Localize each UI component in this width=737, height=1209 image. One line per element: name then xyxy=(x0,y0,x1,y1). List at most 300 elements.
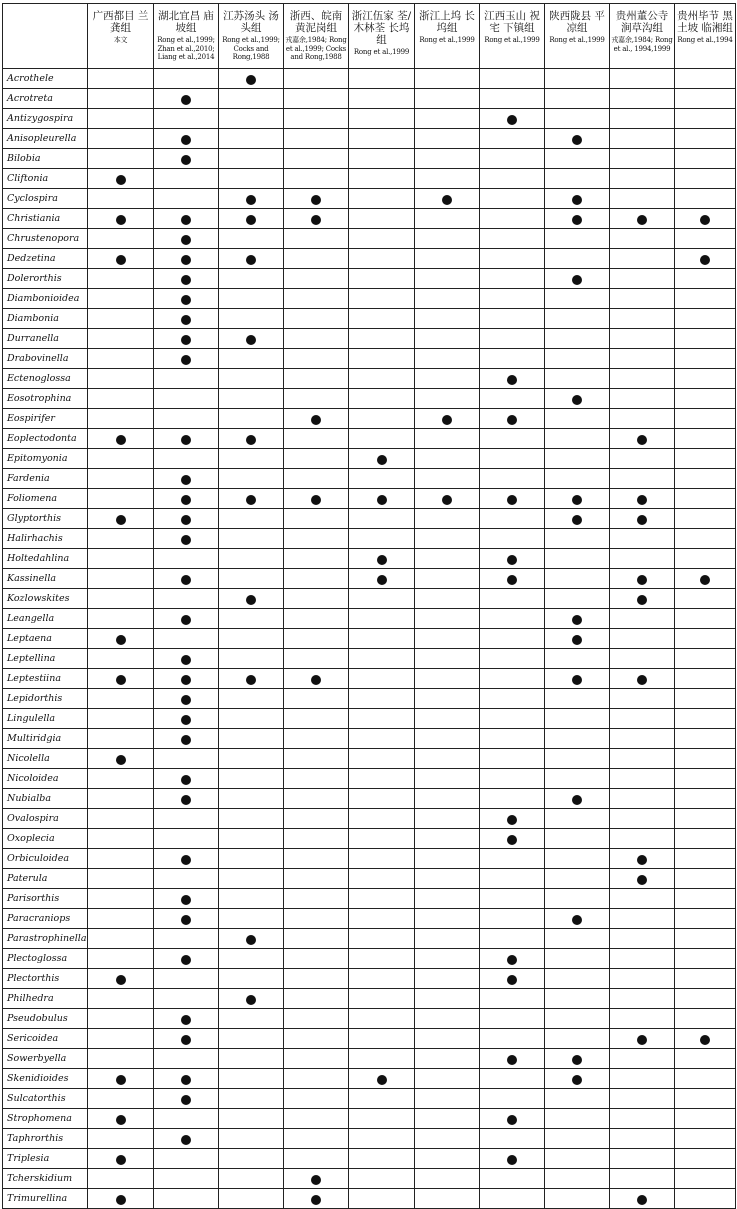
occurrence-cell xyxy=(675,109,736,129)
occurrence-cell xyxy=(284,1049,349,1069)
occurrence-cell xyxy=(219,929,284,949)
occurrence-cell xyxy=(545,229,610,249)
column-header xyxy=(675,4,736,69)
occurrence-cell xyxy=(480,229,545,249)
occurrence-dot-icon xyxy=(700,215,710,225)
occurrence-dot-icon xyxy=(181,675,191,685)
occurrence-dot-icon xyxy=(181,1135,191,1145)
occurrence-cell xyxy=(284,369,349,389)
occurrence-cell xyxy=(415,109,480,129)
occurrence-cell xyxy=(545,809,610,829)
occurrence-cell xyxy=(219,769,284,789)
column-title: 浙江上坞 长坞组 xyxy=(419,10,475,34)
table-row xyxy=(3,529,736,549)
occurrence-dot-icon xyxy=(637,495,647,505)
occurrence-dot-icon xyxy=(246,675,256,685)
occurrence-cell xyxy=(349,1189,415,1209)
table-row xyxy=(3,369,736,389)
occurrence-cell xyxy=(675,409,736,429)
occurrence-cell xyxy=(349,469,415,489)
table-row xyxy=(3,449,736,469)
table-row xyxy=(3,1029,736,1049)
occurrence-dot-icon xyxy=(181,1095,191,1105)
occurrence-cell xyxy=(219,1029,284,1049)
occurrence-cell xyxy=(154,1169,219,1189)
occurrence-cell xyxy=(284,549,349,569)
occurrence-cell xyxy=(480,709,545,729)
occurrence-cell xyxy=(154,169,219,189)
occurrence-cell xyxy=(154,229,219,249)
occurrence-cell xyxy=(675,1109,736,1129)
occurrence-cell xyxy=(284,829,349,849)
occurrence-cell xyxy=(349,1069,415,1089)
occurrence-cell xyxy=(675,829,736,849)
table-row xyxy=(3,169,736,189)
occurrence-cell xyxy=(415,89,480,109)
occurrence-cell xyxy=(545,1169,610,1189)
occurrence-dot-icon xyxy=(181,735,191,745)
occurrence-cell xyxy=(480,769,545,789)
table-row xyxy=(3,229,736,249)
occurrence-cell xyxy=(88,489,154,509)
occurrence-cell xyxy=(610,669,675,689)
occurrence-cell xyxy=(545,869,610,889)
table-row xyxy=(3,629,736,649)
occurrence-cell xyxy=(154,729,219,749)
occurrence-cell xyxy=(349,169,415,189)
occurrence-dot-icon xyxy=(181,615,191,625)
occurrence-cell xyxy=(349,249,415,269)
occurrence-cell xyxy=(349,669,415,689)
table-row xyxy=(3,389,736,409)
occurrence-dot-icon xyxy=(637,855,647,865)
occurrence-cell xyxy=(88,109,154,129)
occurrence-cell xyxy=(480,829,545,849)
occurrence-cell xyxy=(154,289,219,309)
occurrence-cell xyxy=(480,209,545,229)
occurrence-cell xyxy=(219,989,284,1009)
genus-name: Multiridgia xyxy=(3,729,88,749)
occurrence-cell xyxy=(415,469,480,489)
occurrence-cell xyxy=(675,389,736,409)
occurrence-cell xyxy=(88,1009,154,1029)
occurrence-cell xyxy=(284,309,349,329)
occurrence-cell xyxy=(610,649,675,669)
occurrence-cell xyxy=(610,689,675,709)
occurrence-cell xyxy=(415,649,480,669)
occurrence-cell xyxy=(415,149,480,169)
occurrence-cell xyxy=(415,289,480,309)
occurrence-cell xyxy=(545,689,610,709)
genus-name: Acrothele xyxy=(3,69,88,89)
occurrence-cell xyxy=(88,1189,154,1209)
table-row xyxy=(3,729,736,749)
occurrence-cell xyxy=(675,1169,736,1189)
occurrence-cell xyxy=(675,129,736,149)
occurrence-cell xyxy=(284,629,349,649)
column-header xyxy=(545,4,610,69)
occurrence-cell xyxy=(675,729,736,749)
occurrence-cell xyxy=(284,289,349,309)
genus-name: Durranella xyxy=(3,329,88,349)
occurrence-cell xyxy=(610,709,675,729)
occurrence-cell xyxy=(480,149,545,169)
occurrence-cell xyxy=(88,1169,154,1189)
occurrence-cell xyxy=(154,589,219,609)
occurrence-cell xyxy=(154,349,219,369)
occurrence-cell xyxy=(675,329,736,349)
occurrence-dot-icon xyxy=(116,975,126,985)
genus-name: Acrotreta xyxy=(3,89,88,109)
occurrence-cell xyxy=(219,1109,284,1129)
occurrence-cell xyxy=(284,349,349,369)
genus-name: Sowerbyella xyxy=(3,1049,88,1069)
occurrence-cell xyxy=(610,989,675,1009)
occurrence-dot-icon xyxy=(637,575,647,585)
genus-name: Nubialba xyxy=(3,789,88,809)
genus-name: Drabovinella xyxy=(3,349,88,369)
occurrence-cell xyxy=(480,269,545,289)
occurrence-cell xyxy=(610,429,675,449)
occurrence-cell xyxy=(284,109,349,129)
occurrence-cell xyxy=(610,549,675,569)
occurrence-cell xyxy=(219,1009,284,1029)
genus-name: Holtedahlina xyxy=(3,549,88,569)
occurrence-dot-icon xyxy=(181,515,191,525)
occurrence-cell xyxy=(675,629,736,649)
genus-name: Skenidioides xyxy=(3,1069,88,1089)
occurrence-cell xyxy=(415,1069,480,1089)
occurrence-cell xyxy=(545,649,610,669)
occurrence-cell xyxy=(415,609,480,629)
occurrence-cell xyxy=(480,129,545,149)
occurrence-dot-icon xyxy=(181,695,191,705)
genus-name: Taphrorthis xyxy=(3,1129,88,1149)
occurrence-cell xyxy=(610,1029,675,1049)
occurrence-cell xyxy=(675,569,736,589)
table-row xyxy=(3,849,736,869)
occurrence-cell xyxy=(284,409,349,429)
occurrence-cell xyxy=(219,249,284,269)
occurrence-cell xyxy=(415,509,480,529)
genus-name: Tcherskidium xyxy=(3,1169,88,1189)
occurrence-cell xyxy=(545,1129,610,1149)
occurrence-cell xyxy=(349,1149,415,1169)
occurrence-dot-icon xyxy=(572,515,582,525)
occurrence-cell xyxy=(88,1089,154,1109)
genus-name: Chrustenopora xyxy=(3,229,88,249)
table-header-row xyxy=(3,4,736,69)
occurrence-cell xyxy=(610,849,675,869)
occurrence-cell xyxy=(88,909,154,929)
occurrence-cell xyxy=(675,949,736,969)
occurrence-cell xyxy=(415,169,480,189)
occurrence-cell xyxy=(415,809,480,829)
occurrence-cell xyxy=(415,769,480,789)
occurrence-cell xyxy=(675,869,736,889)
table-row xyxy=(3,329,736,349)
occurrence-cell xyxy=(545,449,610,469)
occurrence-cell xyxy=(154,209,219,229)
table-row xyxy=(3,749,736,769)
occurrence-cell xyxy=(480,1069,545,1089)
occurrence-cell xyxy=(88,209,154,229)
occurrence-cell xyxy=(610,69,675,89)
table-row xyxy=(3,509,736,529)
occurrence-cell xyxy=(480,629,545,649)
occurrence-cell xyxy=(349,209,415,229)
occurrence-cell xyxy=(349,1089,415,1109)
occurrence-cell xyxy=(349,1009,415,1029)
occurrence-cell xyxy=(219,189,284,209)
occurrence-dot-icon xyxy=(181,295,191,305)
occurrence-dot-icon xyxy=(181,155,191,165)
occurrence-dot-icon xyxy=(572,675,582,685)
occurrence-cell xyxy=(480,1169,545,1189)
occurrence-cell xyxy=(610,789,675,809)
column-reference: 戎嘉余,1984; Rong et al.,1999; Cocks and Rong,1988 xyxy=(285,36,347,61)
occurrence-cell xyxy=(349,409,415,429)
occurrence-cell xyxy=(88,549,154,569)
occurrence-cell xyxy=(284,1029,349,1049)
occurrence-cell xyxy=(349,1029,415,1049)
occurrence-dot-icon xyxy=(572,135,582,145)
genus-name: Dedzetina xyxy=(3,249,88,269)
occurrence-cell xyxy=(88,769,154,789)
occurrence-cell xyxy=(154,69,219,89)
occurrence-cell xyxy=(284,609,349,629)
occurrence-cell xyxy=(88,289,154,309)
genus-name: Leptestiina xyxy=(3,669,88,689)
occurrence-cell xyxy=(610,369,675,389)
occurrence-cell xyxy=(349,229,415,249)
table-row xyxy=(3,1169,736,1189)
occurrence-cell xyxy=(349,129,415,149)
occurrence-cell xyxy=(219,389,284,409)
header-corner-cell xyxy=(3,4,88,69)
occurrence-cell xyxy=(219,309,284,329)
genus-name: Leangella xyxy=(3,609,88,629)
occurrence-dot-icon xyxy=(181,575,191,585)
occurrence-dot-icon xyxy=(637,435,647,445)
table-row xyxy=(3,669,736,689)
table-row xyxy=(3,289,736,309)
occurrence-cell xyxy=(284,789,349,809)
occurrence-cell xyxy=(545,489,610,509)
occurrence-cell xyxy=(219,409,284,429)
occurrence-cell xyxy=(675,1029,736,1049)
occurrence-dot-icon xyxy=(507,1055,517,1065)
occurrence-cell xyxy=(349,989,415,1009)
occurrence-cell xyxy=(675,769,736,789)
occurrence-cell xyxy=(349,369,415,389)
table-row xyxy=(3,689,736,709)
occurrence-cell xyxy=(545,1189,610,1209)
occurrence-cell xyxy=(675,149,736,169)
occurrence-cell xyxy=(675,249,736,269)
occurrence-cell xyxy=(349,69,415,89)
occurrence-cell xyxy=(610,609,675,629)
occurrence-cell xyxy=(284,569,349,589)
occurrence-cell xyxy=(415,949,480,969)
occurrence-cell xyxy=(154,749,219,769)
occurrence-cell xyxy=(545,149,610,169)
occurrence-cell xyxy=(415,229,480,249)
occurrence-cell xyxy=(349,149,415,169)
table-row xyxy=(3,1129,736,1149)
occurrence-cell xyxy=(415,249,480,269)
occurrence-cell xyxy=(610,129,675,149)
occurrence-cell xyxy=(610,309,675,329)
occurrence-dot-icon xyxy=(116,1195,126,1205)
genus-name: Diambonia xyxy=(3,309,88,329)
occurrence-cell xyxy=(675,509,736,529)
occurrence-cell xyxy=(480,289,545,309)
table-row xyxy=(3,429,736,449)
occurrence-dot-icon xyxy=(311,1195,321,1205)
table-row xyxy=(3,809,736,829)
occurrence-cell xyxy=(480,349,545,369)
occurrence-cell xyxy=(154,1049,219,1069)
occurrence-cell xyxy=(349,809,415,829)
occurrence-cell xyxy=(610,149,675,169)
column-header xyxy=(284,4,349,69)
occurrence-cell xyxy=(415,1029,480,1049)
occurrence-cell xyxy=(480,329,545,349)
occurrence-cell xyxy=(154,429,219,449)
occurrence-cell xyxy=(545,1029,610,1049)
occurrence-cell xyxy=(415,569,480,589)
table-row xyxy=(3,709,736,729)
occurrence-cell xyxy=(154,489,219,509)
genus-name: Halirhachis xyxy=(3,529,88,549)
occurrence-cell xyxy=(545,789,610,809)
occurrence-cell xyxy=(154,109,219,129)
occurrence-dot-icon xyxy=(181,1035,191,1045)
occurrence-cell xyxy=(545,589,610,609)
table-row xyxy=(3,789,736,809)
occurrence-cell xyxy=(284,669,349,689)
occurrence-cell xyxy=(154,409,219,429)
occurrence-cell xyxy=(545,569,610,589)
occurrence-dot-icon xyxy=(572,615,582,625)
occurrence-cell xyxy=(545,529,610,549)
occurrence-dot-icon xyxy=(507,975,517,985)
occurrence-cell xyxy=(675,1009,736,1029)
genus-occurrence-table xyxy=(2,3,736,1209)
occurrence-cell xyxy=(88,649,154,669)
occurrence-cell xyxy=(415,489,480,509)
occurrence-cell xyxy=(545,909,610,929)
genus-name: Nicoloidea xyxy=(3,769,88,789)
occurrence-cell xyxy=(349,749,415,769)
occurrence-cell xyxy=(415,869,480,889)
occurrence-cell xyxy=(480,989,545,1009)
occurrence-cell xyxy=(675,1049,736,1069)
occurrence-cell xyxy=(415,429,480,449)
genus-name: Triplesia xyxy=(3,1149,88,1169)
occurrence-cell xyxy=(219,269,284,289)
genus-name: Ovalospira xyxy=(3,809,88,829)
occurrence-cell xyxy=(88,989,154,1009)
occurrence-cell xyxy=(610,1009,675,1029)
occurrence-cell xyxy=(675,1089,736,1109)
table-row xyxy=(3,569,736,589)
occurrence-cell xyxy=(88,1049,154,1069)
occurrence-cell xyxy=(480,469,545,489)
occurrence-cell xyxy=(675,1189,736,1209)
table-row xyxy=(3,1049,736,1069)
occurrence-cell xyxy=(154,509,219,529)
occurrence-cell xyxy=(610,1129,675,1149)
occurrence-cell xyxy=(610,529,675,549)
genus-name: Sulcatorthis xyxy=(3,1089,88,1109)
occurrence-cell xyxy=(545,109,610,129)
occurrence-cell xyxy=(480,849,545,869)
occurrence-cell xyxy=(154,309,219,329)
table-row xyxy=(3,929,736,949)
occurrence-cell xyxy=(610,949,675,969)
occurrence-cell xyxy=(284,989,349,1009)
occurrence-dot-icon xyxy=(572,915,582,925)
occurrence-cell xyxy=(219,549,284,569)
table-row xyxy=(3,1009,736,1029)
column-header xyxy=(154,4,219,69)
occurrence-cell xyxy=(219,229,284,249)
occurrence-cell xyxy=(675,549,736,569)
occurrence-cell xyxy=(480,1009,545,1029)
occurrence-cell xyxy=(545,429,610,449)
occurrence-cell xyxy=(284,269,349,289)
column-header xyxy=(219,4,284,69)
occurrence-dot-icon xyxy=(116,255,126,265)
occurrence-dot-icon xyxy=(116,215,126,225)
occurrence-cell xyxy=(675,529,736,549)
occurrence-cell xyxy=(610,909,675,929)
occurrence-cell xyxy=(154,1029,219,1049)
table-row xyxy=(3,189,736,209)
occurrence-dot-icon xyxy=(116,675,126,685)
occurrence-cell xyxy=(284,149,349,169)
table-row xyxy=(3,609,736,629)
occurrence-cell xyxy=(545,989,610,1009)
occurrence-cell xyxy=(480,649,545,669)
occurrence-cell xyxy=(545,849,610,869)
occurrence-cell xyxy=(545,389,610,409)
column-title: 广西都目 兰龚组 xyxy=(92,10,149,34)
table-row xyxy=(3,1149,736,1169)
occurrence-cell xyxy=(284,449,349,469)
occurrence-cell xyxy=(675,209,736,229)
genus-name: Diambonioidea xyxy=(3,289,88,309)
occurrence-cell xyxy=(610,1109,675,1129)
occurrence-cell xyxy=(675,589,736,609)
occurrence-cell xyxy=(349,349,415,369)
occurrence-cell xyxy=(88,829,154,849)
occurrence-dot-icon xyxy=(116,1115,126,1125)
occurrence-cell xyxy=(415,369,480,389)
occurrence-cell xyxy=(154,1069,219,1089)
occurrence-dot-icon xyxy=(181,855,191,865)
occurrence-cell xyxy=(219,1149,284,1169)
occurrence-dot-icon xyxy=(246,335,256,345)
occurrence-dot-icon xyxy=(181,215,191,225)
occurrence-cell xyxy=(284,529,349,549)
occurrence-cell xyxy=(219,609,284,629)
occurrence-cell xyxy=(415,909,480,929)
occurrence-cell xyxy=(480,1029,545,1049)
occurrence-cell xyxy=(349,1109,415,1129)
